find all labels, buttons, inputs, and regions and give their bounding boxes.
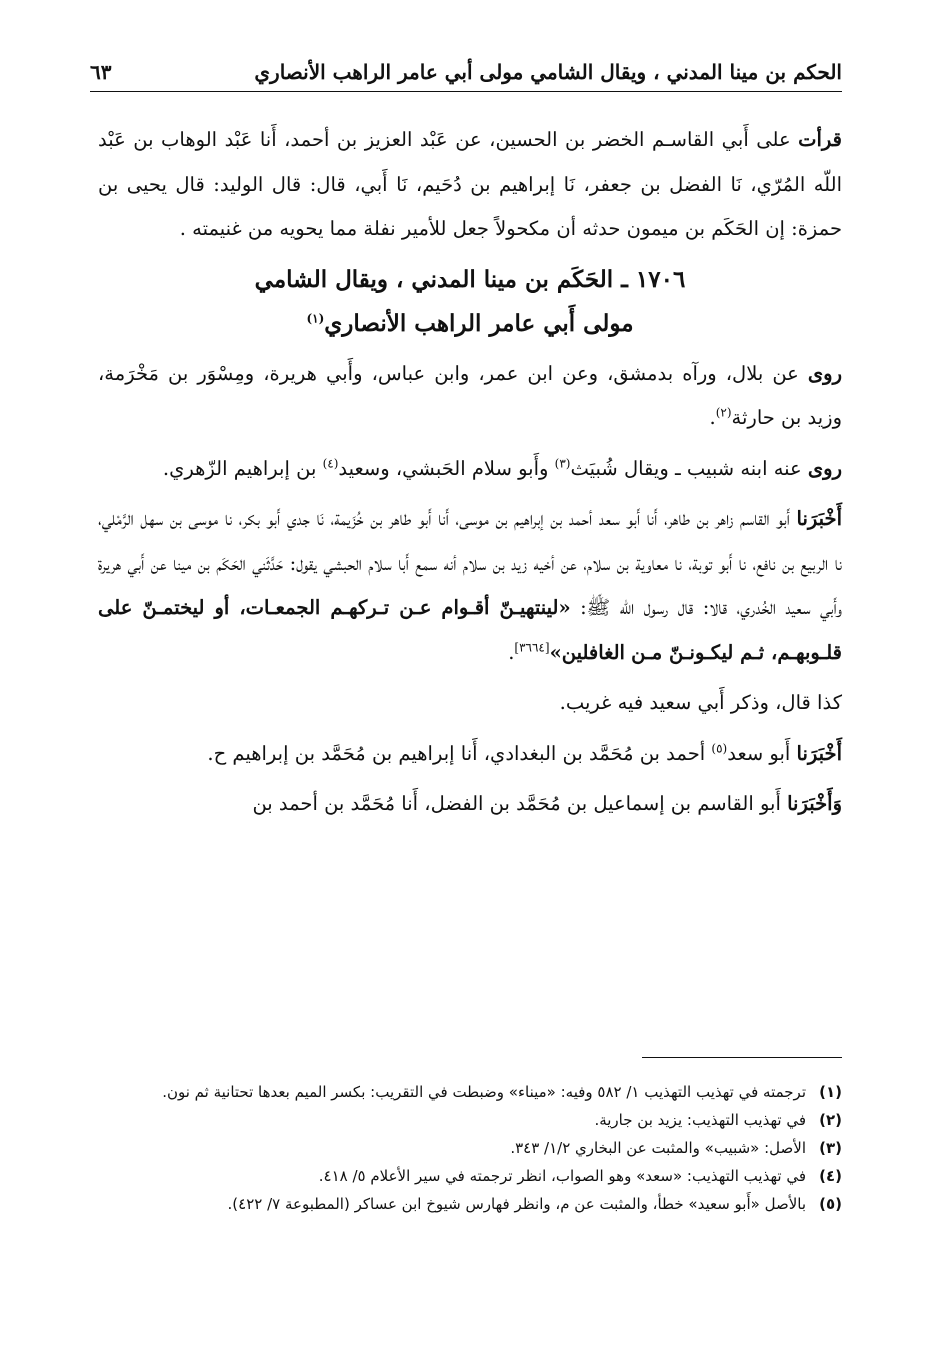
lead-word: وَأَخْبَرَنا: [787, 792, 842, 815]
lead-word: أَخْبَرَنا: [796, 507, 843, 530]
paragraph-isnad-1: أَخْبَرَنا أَبو القاسم زاهر بن طاهر، أَنا أَبو سعد أحمد بن إبراهيم بن موسى، أَنا أَبو طاهر بن خُزَيمة، نَا جدي أَبو بكر، نا موسى بن سهل الرَّمْلي، نا الربيع بن نافع، نا أَبو توبة، نا معاوية بن سلام، عن أخيه زيد بن سلام أنه سمع أَبا سلام الحبشي يقول: حَدَّثَني الحَكَم بن مينا عن أَبي هريرة وأَبي سعيد الخُدري، قالا: قال رسول اللّه ﷺ: «لينتهيـنّ أقـوام عـن تـركهـم الجمعـات، أو ليختمـنّ على قلـوبهـم، ثـم ليكـونـنّ مـن الغافلين»[٣٦٦٤].: [98, 507, 843, 664]
footnote-item: (١) ترجمته في تهذيب التهذيب ١/ ٥٨٢ وفيه: «ميناء» وضبطت في التقريب: بكسر الميم بعدها تحتانية ثم نون.: [162, 1083, 842, 1101]
running-title: الحكم بن مينا المدني ، ويقال الشامي مولى أبي عامر الراهب الأنصاري: [254, 60, 842, 84]
main-text: [98, 118, 842, 827]
header-rule: [90, 91, 842, 92]
paragraph-rawa-an: روى عن بلال، ورآه بدمشق، وعن ابن عمر، وابن عباس، وأَبي هريرة، ومِسْوَر بن مَخْرَمة، وزيد بن حارثة$^{(٢)}$.: [98, 361, 842, 429]
page-number: ٦٣: [90, 60, 112, 84]
entry-title-line1: ١٧٠٦ ـ الحَكَم بن مينا المدني ، ويقال الشامي: [254, 265, 686, 293]
hadith-text-end: الغافلين»: [549, 640, 625, 664]
footnote-item: (٣) الأصل: «شبيب» والمثبت عن البخاري ١/٢/ ٣٤٣.: [510, 1139, 842, 1157]
entry-heading: [98, 258, 842, 346]
footnote-item: (٢) في تهذيب التهذيب: يزيد بن جارية.: [594, 1111, 842, 1129]
hadith-text: «لينتهيـنّ أقـوام عـن تـركهـم الجمعـات، أو ليختمـنّ على قلـوبهـم، ثـم ليكـونـنّ مـن: [98, 596, 842, 664]
footnote-ref-4: (٤): [322, 456, 339, 470]
lead-word: قرأت: [798, 128, 842, 151]
lead-word: أَخْبَرَنا: [796, 741, 842, 765]
paragraph-comment: كذا قال، وذكر أَبي سعيد فيه غريب.: [559, 691, 842, 714]
footnote-ref-3: (٣): [554, 456, 571, 470]
paragraph-isnad-2: أَخْبَرَنا أَبو سعد$^{(٥)}$ أحمد بن مُحَمَّد بن البغدادي، أَنا إبراهيم بن مُحَمَّد بن إبراهيم ح.: [207, 741, 842, 765]
footnote-separator: [642, 1057, 842, 1058]
footnote-ref-2: (٢): [715, 405, 732, 420]
entry-title-line2: مولى أَبي عامر الراهب الأنصاري: [324, 309, 634, 337]
lead-word: روى: [807, 361, 842, 385]
footnote-ref-1: (١): [306, 310, 325, 325]
paragraph-isnad-3: وَأَخْبَرَنا أَبو القاسم بن إسماعيل بن مُحَمَّد بن الفضل، أَنا مُحَمَّد بن أحمد بن: [252, 792, 842, 815]
paragraph-rawa-anhu: روى عنه ابنه شبيب ـ ويقال شُبيَث$^{(٣)}$ وأَبو سلام الحَبشي، وسعيد$^{(٤)}$ بن إبراهيم الزّهري.: [162, 456, 842, 480]
footnotes: [98, 1078, 842, 1218]
footnote-item: (٤) في تهذيب التهذيب: «سعد» وهو الصواب، انظر ترجمته في سير الأعلام ٥/ ٤١٨.: [318, 1167, 842, 1185]
paragraph-qaraat: قرأت على أَبي القاسـم الخضر بن الحسين، عن عَبْد العزيز بن أحمد، أَنا عَبْد الوهاب بن عَبْد اللّه المُرّي، نَا الفضل بن جعفر، نَا إبراهيم بن دُحَيم، نَا أَبي، قال: قال الوليد: قال يحيى بن حمزة: إن الحَكَم بن ميمون حدثه أن مكحولاً جعل للأمير نفلة مما يحويه من غنيمته .: [98, 128, 842, 240]
footnote-item: (٥) بالأصل «أَبو سعيد» خطأ، والمثبت عن م، وانظر فهارس شيوخ ابن عساكر (المطبوعة ٧/ ٤٢٢).: [227, 1195, 842, 1213]
lead-word: روى: [807, 456, 842, 480]
hadith-number: [٣٦٦٤]: [514, 640, 550, 654]
page-header: [90, 52, 842, 92]
footnote-ref-5: (٥): [711, 741, 728, 755]
